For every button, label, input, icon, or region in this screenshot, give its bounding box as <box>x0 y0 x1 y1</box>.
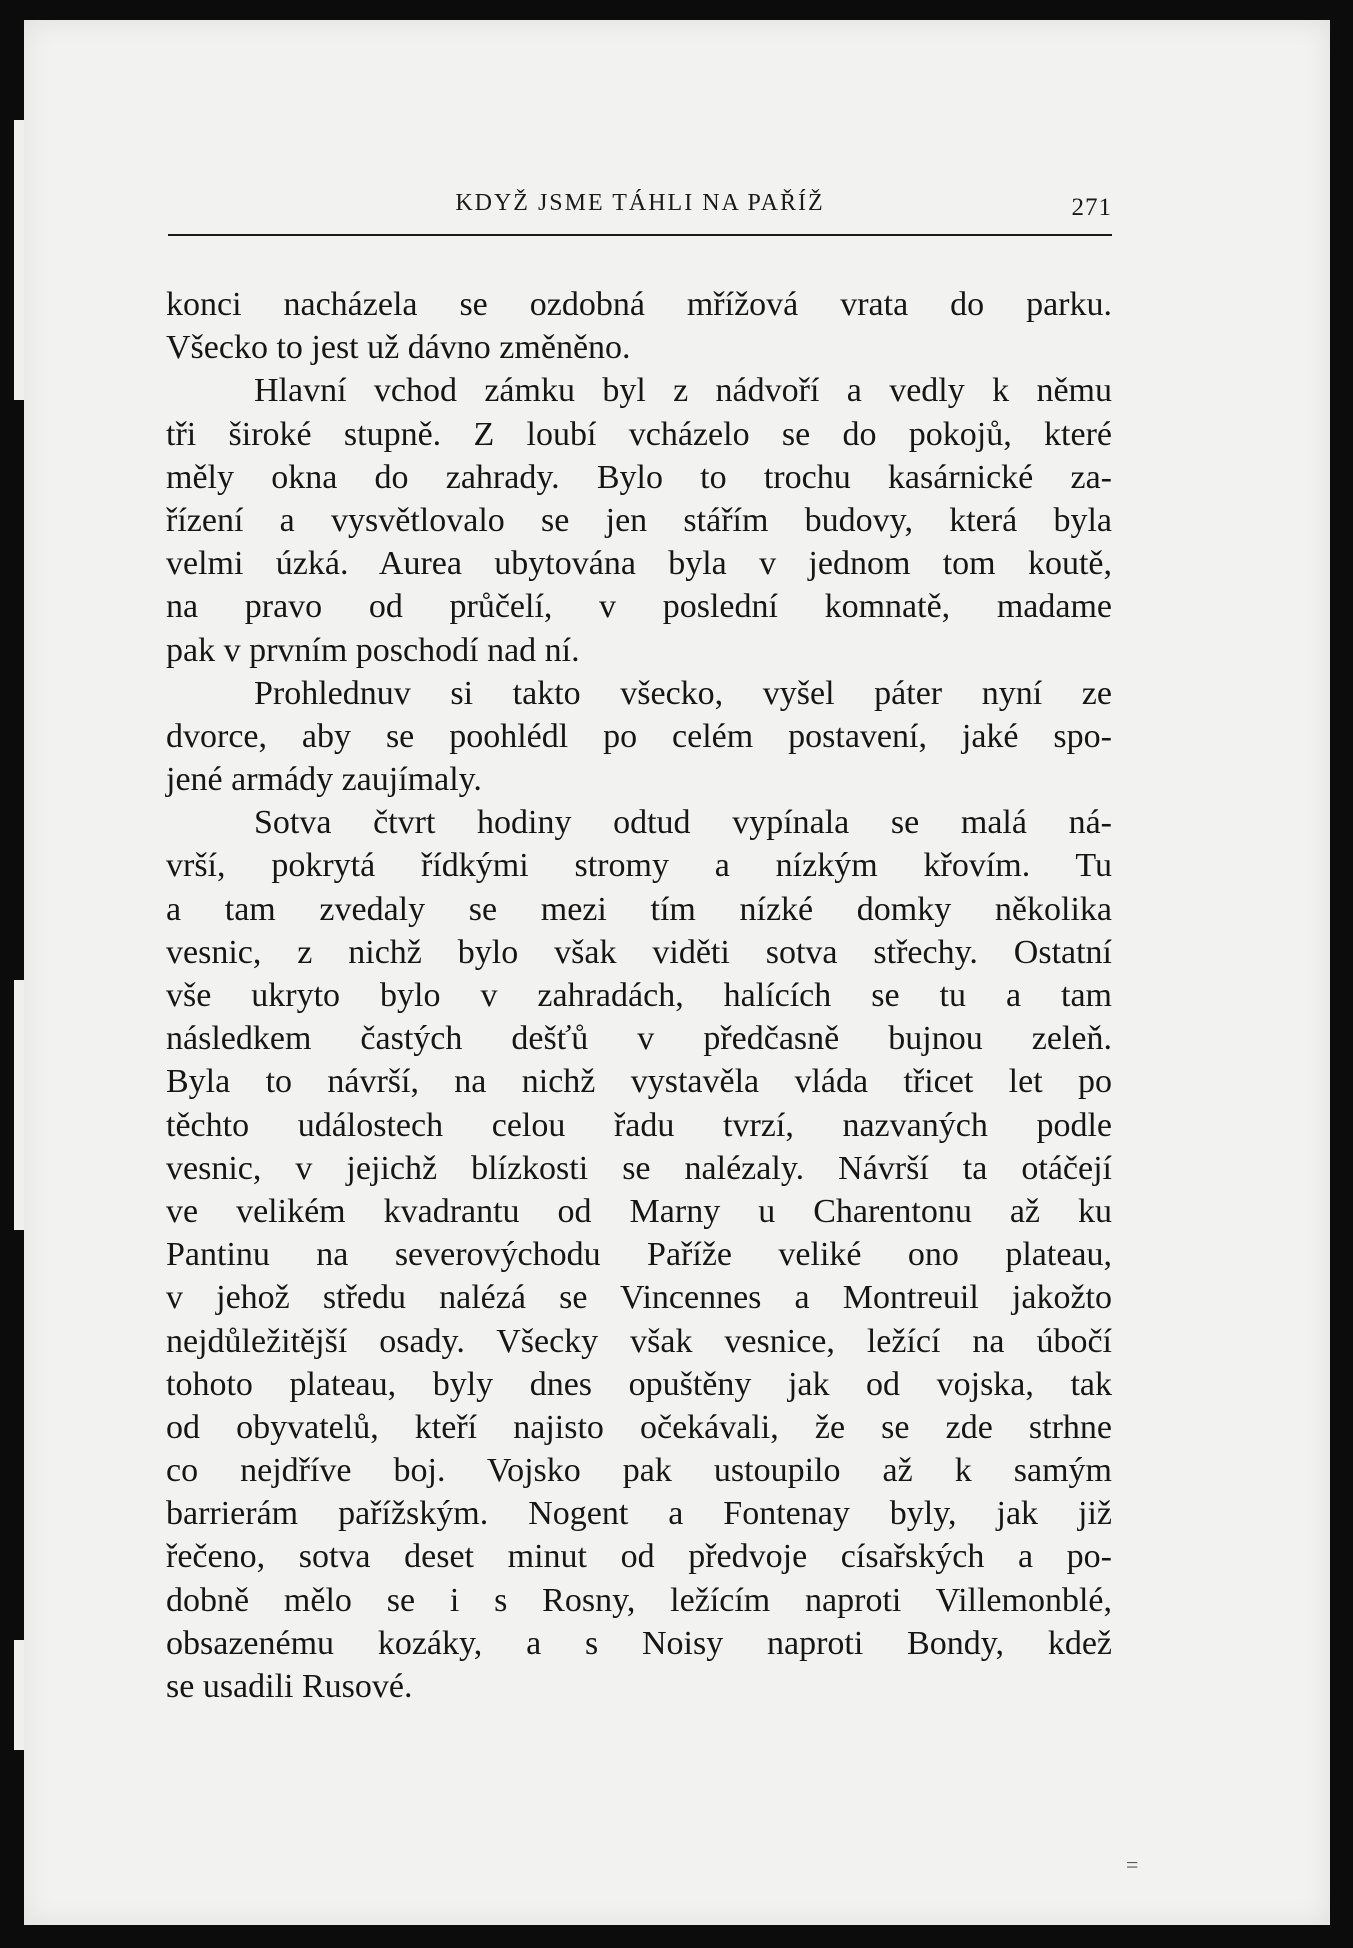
scan-speck: = <box>1126 1852 1139 1877</box>
text-line: se usadili Rusové. <box>166 1668 413 1705</box>
text-line: konci nacházela se ozdobná mřížová vrata do parku. <box>166 286 1112 323</box>
text-line: co nejdříve boj. Vojsko pak ustoupilo až k samým <box>166 1452 1112 1490</box>
text-line: a tam zvedaly se mezi tím nízké domky několika <box>166 890 1112 928</box>
running-title: KDYŽ JSME TÁHLI NA PAŘÍŽ <box>455 190 825 216</box>
text-line: Pantinu na severovýchodu Paříže veliké ono plateau, <box>166 1236 1112 1274</box>
text-line: Sotva čtvrt hodiny odtud vypínala se malá ná- <box>254 804 1112 842</box>
page-number: 271 <box>1071 194 1112 221</box>
spine-highlight <box>14 120 24 400</box>
text-line: Byla to návrší, na nichž vystavěla vláda třicet let po <box>166 1063 1112 1101</box>
text-line: tohoto plateau, byly dnes opuštěny jak od vojska, tak <box>166 1365 1112 1403</box>
text-line: na pravo od průčelí, v poslední komnatě, madame <box>166 588 1112 626</box>
text-line: obsazenému kozáky, a s Noisy naproti Bondy, kdež <box>166 1624 1112 1662</box>
text-line: Hlavní vchod zámku byl z nádvoří a vedly k němu <box>254 372 1112 410</box>
spine-highlight <box>14 1640 24 1750</box>
body-text <box>166 283 1112 1708</box>
text-line: v jehož středu nalézá se Vincennes a Montreuil jakožto <box>166 1279 1112 1317</box>
text-line: vesnic, v jejichž blízkosti se nalézaly. Návrší ta otáčejí <box>166 1149 1112 1187</box>
text-line: pak v prvním poschodí nad ní. <box>166 631 580 669</box>
book-spine-edge <box>0 0 24 1948</box>
text-line: nejdůležitější osady. Všecky však vesnice, ležící na úbočí <box>166 1322 1112 1360</box>
text-line: jené armády zaujímaly. <box>166 761 482 799</box>
text-line: dvorce, aby se poohlédl po celém postavení, jaké spo- <box>166 717 1112 755</box>
spine-highlight <box>14 980 24 1230</box>
text-line: ve velikém kvadrantu od Marny u Charentonu až ku <box>166 1192 1112 1230</box>
text-line: vesnic, z nichž bylo však viděti sotva střechy. Ostatní <box>166 933 1112 971</box>
text-line: řečeno, sotva deset minut od předvoje císařských a po- <box>166 1538 1112 1576</box>
text-line: těchto událostech celou řadu tvrzí, nazvaných podle <box>166 1106 1112 1144</box>
text-line: Prohlednuv si takto všecko, vyšel páter nyní ze <box>254 674 1112 712</box>
text-line: Všecko to jest už dávno změněno. <box>166 329 631 367</box>
running-header <box>168 190 1112 236</box>
text-line: dobně mělo se i s Rosny, ležícím naproti Villemonblé, <box>166 1581 1112 1619</box>
text-line: následkem častých dešťů v předčasně bujnou zeleň. <box>166 1020 1112 1058</box>
text-line: vše ukryto bylo v zahradách, halících se tu a tam <box>166 977 1112 1014</box>
text-line: od obyvatelů, kteří najisto očekávali, že se zde strhne <box>166 1408 1112 1446</box>
text-line: barrierám pařížským. Nogent a Fontenay byly, jak již <box>166 1495 1112 1533</box>
text-line: řízení a vysvětlovalo se jen stářím budovy, která byla <box>166 501 1112 539</box>
text-line: vrší, pokrytá řídkými stromy a nízkým křovím. Tu <box>166 847 1112 885</box>
text-line: tři široké stupně. Z loubí vcházelo se do pokojů, které <box>166 415 1112 453</box>
text-line: měly okna do zahrady. Bylo to trochu kasárnické za- <box>166 458 1112 496</box>
text-line: velmi úzká. Aurea ubytována byla v jednom tom koutě, <box>166 545 1112 583</box>
